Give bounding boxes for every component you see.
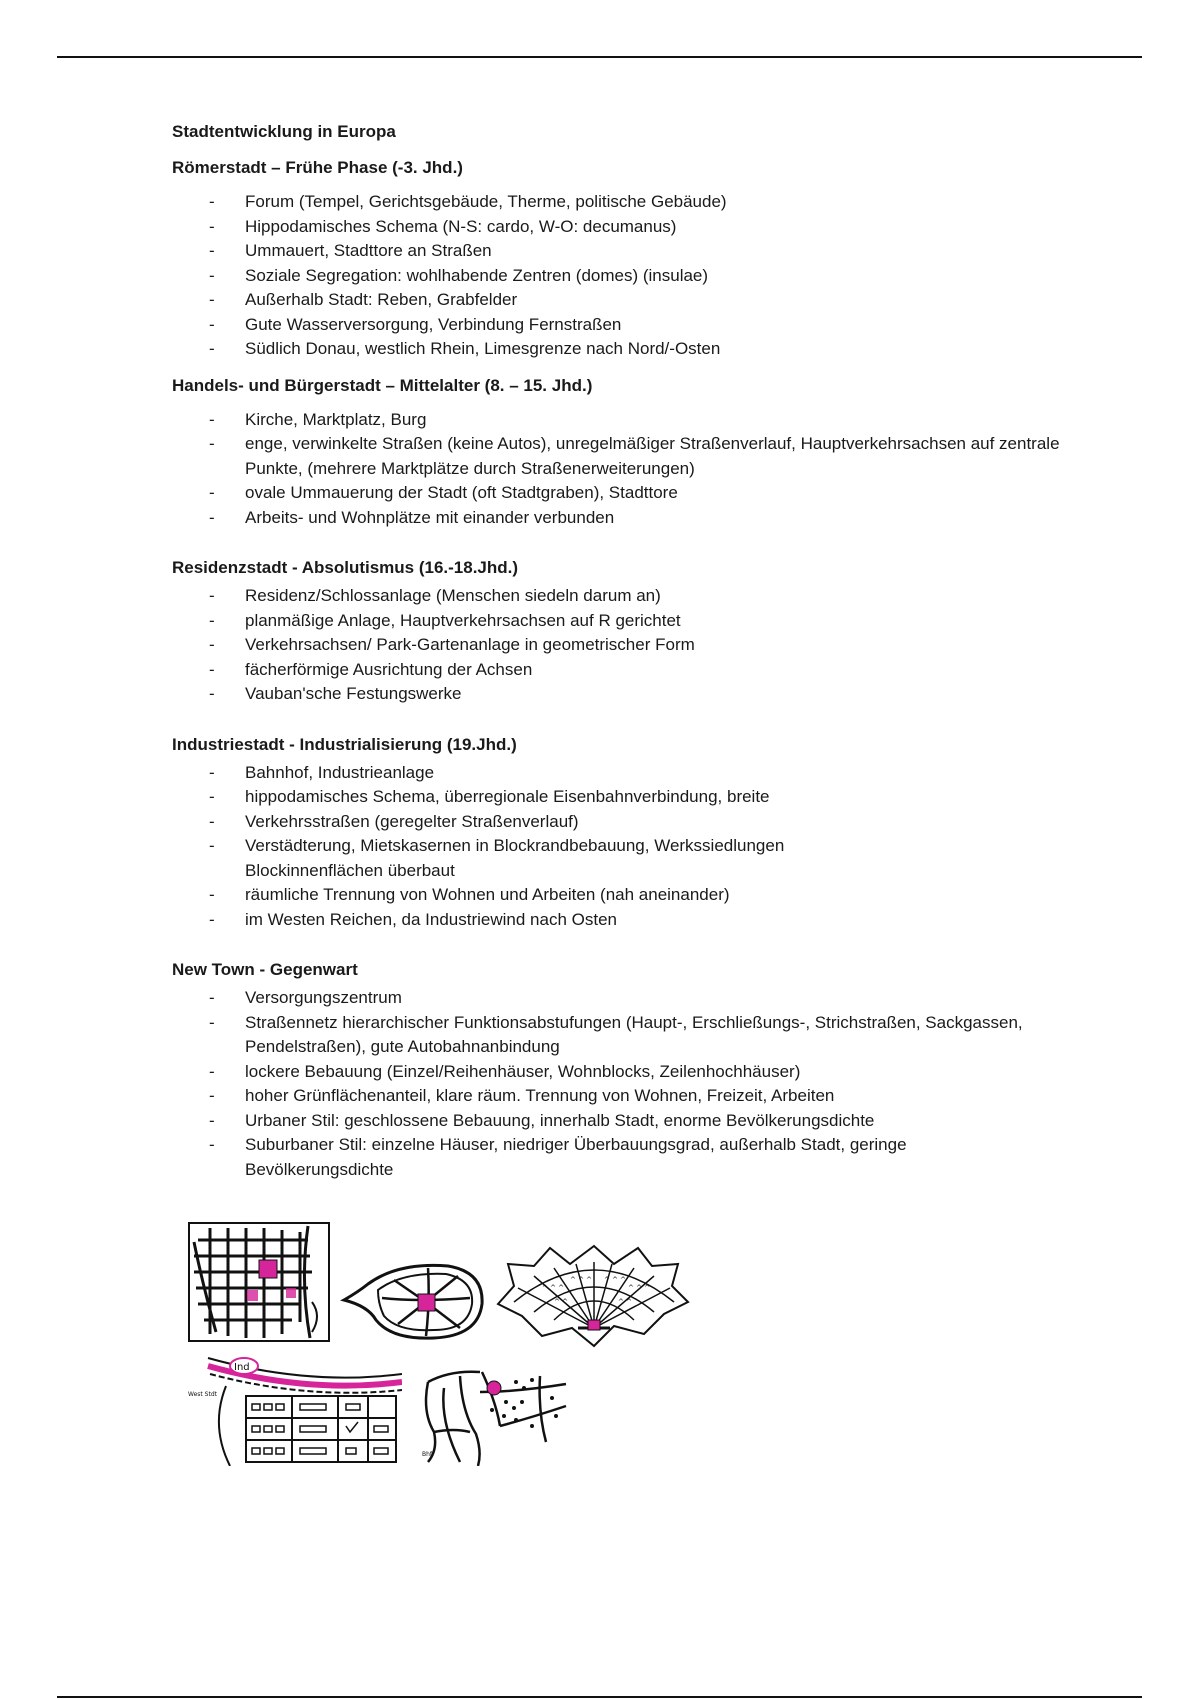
section-industriestadt: [172, 729, 1092, 933]
list-item: - Forum (Tempel, Gerichtsgebäude, Therme, politische Gebäude): [172, 190, 1092, 215]
label-industry: Ind: [234, 1362, 250, 1373]
svg-text:^ ^: ^ ^: [618, 1298, 632, 1306]
list-item: - Gute Wasserversorgung, Verbindung Fernstraßen: [172, 313, 1092, 338]
sketch-medieval-city: [338, 1258, 488, 1342]
bullet-list: [172, 190, 1092, 362]
sketch-new-town: [420, 1362, 570, 1466]
list-item: - Verkehrsstraßen (geregelter Straßenverlauf): [172, 810, 1092, 835]
list-item: - Soziale Segregation: wohlhabende Zentren (domes) (insulae): [172, 264, 1092, 289]
list-item: - im Westen Reichen, da Industriewind nach Osten: [172, 908, 1092, 933]
section-heading: Römerstadt – Frühe Phase (-3. Jhd.): [172, 158, 463, 177]
svg-text:^ ^ ^: ^ ^ ^: [628, 1284, 651, 1292]
list-item: - Kirche, Marktplatz, Burg: [172, 408, 1092, 433]
list-item: - räumliche Trennung von Wohnen und Arbeiten (nah aneinander): [172, 883, 1092, 908]
list-item: - Bahnhof, Industrieanlage: [172, 761, 1092, 786]
section-heading: Handels- und Bürgerstadt – Mittelalter (8. – 15. Jhd.): [172, 375, 593, 395]
list-item: - Außerhalb Stadt: Reben, Grabfelder: [172, 288, 1092, 313]
bullet-list: [172, 584, 1092, 707]
list-item: - ovale Ummauerung der Stadt (oft Stadtgraben), Stadttore: [172, 481, 1092, 506]
section-heading: Residenzstadt - Absolutismus (16.-18.Jhd.): [172, 558, 519, 577]
section-new-town: [172, 954, 1092, 1182]
list-item: - Straßennetz hierarchischer Funktionsabstufungen (Haupt-, Erschließungs-, Strichstraßen, Sackgassen, Pendelstraßen), gute Autobahnanbindung: [172, 1011, 1092, 1060]
section-heading: Industriestadt - Industrialisierung (19.Jhd.): [172, 734, 517, 754]
sketch-roman-city: [188, 1222, 330, 1342]
svg-text:^ ^: ^ ^: [554, 1298, 568, 1306]
list-item: - Suburbaner Stil: einzelne Häuser, niedriger Überbauungsgrad, außerhalb Stadt, geringe Bevölkerungsdichte: [172, 1133, 1092, 1182]
list-item: - Arbeits- und Wohnplätze mit einander verbunden: [172, 506, 1092, 531]
bullet-list: [172, 408, 1092, 531]
section-residenzstadt: [172, 552, 1092, 707]
label-station: Bhf: [422, 1451, 433, 1458]
list-item: - Verstädterung, Mietskasernen in Blockrandbebauung, Werkssiedlungen Blockinnenflächen überbaut: [172, 834, 1092, 883]
bullet-list: [172, 761, 1092, 933]
svg-text:^ ^ ^: ^ ^ ^: [570, 1276, 593, 1284]
list-item: - Hippodamisches Schema (N-S: cardo, W-O: decumanus): [172, 215, 1092, 240]
svg-text:^ ^ ^: ^ ^ ^: [542, 1284, 565, 1292]
list-item: - planmäßige Anlage, Hauptverkehrsachsen auf R gerichtet: [172, 609, 1092, 634]
list-item: - hoher Grünflächenanteil, klare räum. Trennung von Wohnen, Freizeit, Arbeiten: [172, 1084, 1092, 1109]
list-item: - Versorgungszentrum: [172, 986, 1092, 1011]
bottom-rule: [57, 1696, 1142, 1698]
top-rule: [57, 56, 1142, 58]
list-item: - Vauban'sche Festungswerke: [172, 682, 1092, 707]
sketch-industrial-city: [188, 1356, 402, 1466]
section-heading: New Town - Gegenwart: [172, 960, 358, 979]
list-item: - Residenz/Schlossanlage (Menschen siedeln darum an): [172, 584, 1092, 609]
list-item: - Ummauert, Stadttore an Straßen: [172, 239, 1092, 264]
list-item: - Urbaner Stil: geschlossene Bebauung, innerhalb Stadt, enorme Bevölkerungsdichte: [172, 1109, 1092, 1134]
list-item: - lockere Bebauung (Einzel/Reihenhäuser, Wohnblocks, Zeilenhochhäuser): [172, 1060, 1092, 1085]
list-item: - Verkehrsachsen/ Park-Gartenanlage in geometrischer Form: [172, 633, 1092, 658]
list-item: - hippodamisches Schema, überregionale Eisenbahnverbindung, breite: [172, 785, 1092, 810]
section-buergerstadt: [172, 370, 1092, 531]
list-item: - Südlich Donau, westlich Rhein, Limesgrenze nach Nord/-Osten: [172, 337, 1092, 362]
list-item: - fächerförmige Ausrichtung der Achsen: [172, 658, 1092, 683]
document-body: [172, 112, 1092, 1190]
city-sketches: [188, 1222, 708, 1470]
section-roemerstadt: [172, 152, 1092, 362]
svg-text:^ ^ ^: ^ ^ ^: [604, 1276, 627, 1284]
bullet-list: [172, 986, 1092, 1182]
document-title: Stadtentwicklung in Europa: [172, 122, 396, 141]
sketch-residence-city: [494, 1242, 690, 1350]
label-west-district: West Stdt: [188, 1391, 217, 1398]
list-item: - enge, verwinkelte Straßen (keine Autos), unregelmäßiger Straßenverlauf, Hauptverkehrsachsen auf zentrale Punkte, (mehrere Marktplätze durch Straßenerweiterungen): [172, 432, 1092, 481]
